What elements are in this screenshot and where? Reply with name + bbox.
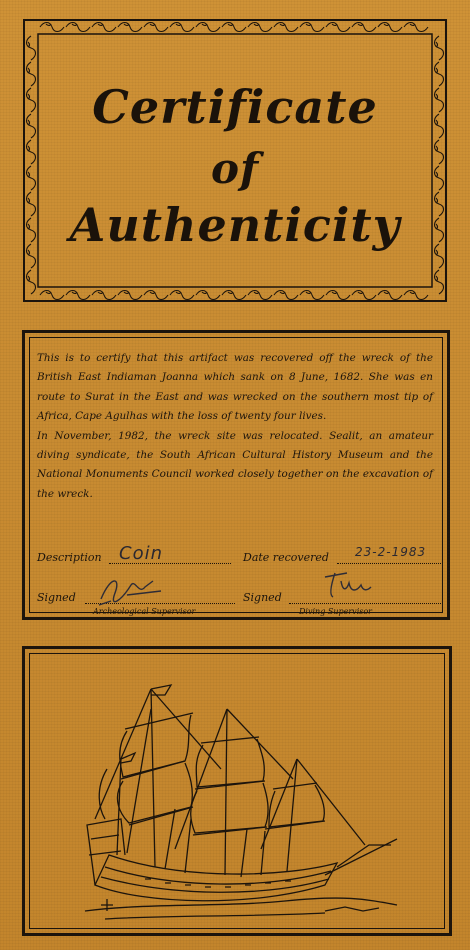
border-scroll-ornament xyxy=(378,291,402,300)
border-scroll-ornament xyxy=(144,23,168,32)
border-scroll-ornament xyxy=(27,36,36,60)
border-scroll-ornament xyxy=(196,23,220,32)
description-label: Description xyxy=(37,551,102,564)
sailing-ship-illustration xyxy=(25,649,449,933)
border-scroll-ornament xyxy=(170,23,194,32)
border-scroll-ornament xyxy=(352,291,376,300)
illustration-panel xyxy=(22,646,452,936)
paragraph-excavation: In November, 1982, the wreck site was relocated. Sealit, an amateur diving syndicate, the South African Cultural History Museum and the National Monuments Council worked closely together on the excavation of the wreck. xyxy=(37,429,433,500)
border-scroll-ornament xyxy=(378,23,402,32)
border-scroll-ornament xyxy=(300,23,324,32)
date-handwritten: 23-2-1983 xyxy=(355,545,427,559)
border-scroll-ornament xyxy=(40,291,64,300)
border-scroll-ornament xyxy=(222,23,246,32)
title-line-of: of xyxy=(210,144,260,193)
description-handwritten: Coin xyxy=(119,543,163,564)
border-scroll-ornament xyxy=(248,23,272,32)
signed-label-archeological: Signed xyxy=(37,591,76,604)
border-scroll-ornament xyxy=(435,36,444,60)
border-scroll-ornament xyxy=(27,270,36,294)
caption-diving: Diving Supervisor xyxy=(299,607,373,616)
signature-diving xyxy=(313,563,383,605)
border-scroll-ornament xyxy=(222,291,246,300)
border-scroll-ornament xyxy=(435,270,444,294)
border-scroll-ornament xyxy=(274,23,298,32)
border-scroll-ornament xyxy=(274,291,298,300)
border-scroll-ornament xyxy=(118,291,142,300)
title-panel xyxy=(22,18,448,303)
title-line-authenticity: Authenticity xyxy=(69,198,401,252)
border-scroll-ornament xyxy=(92,23,116,32)
border-scroll-ornament xyxy=(404,291,428,300)
paragraph-history: This is to certify that this artifact was recovered off the wreck of the British East Indiaman Joanna which sank on 8 June, 1682. She was en route to Surat in the East and was wrecked on the southern most tip of Africa, Cape Agulhas with the loss of twenty four lives. xyxy=(37,352,433,423)
caption-archeological: Archeological Supervisor xyxy=(93,607,196,616)
border-scroll-ornament xyxy=(326,291,350,300)
border-scroll-ornament xyxy=(66,23,90,32)
border-scroll-ornament xyxy=(170,291,194,300)
certification-text xyxy=(37,349,433,504)
border-scroll-ornament xyxy=(144,291,168,300)
border-scroll-ornament xyxy=(300,291,324,300)
signature-row xyxy=(37,585,441,616)
date-label: Date recovered xyxy=(243,551,329,564)
border-scroll-ornament xyxy=(196,291,220,300)
signed-label-diving: Signed xyxy=(243,591,282,604)
signature-archeological xyxy=(91,571,171,607)
border-scroll-ornament xyxy=(66,291,90,300)
certification-panel xyxy=(22,330,450,620)
border-scroll-ornament xyxy=(248,291,272,300)
border-scroll-ornament xyxy=(404,23,428,32)
border-scroll-ornament xyxy=(92,291,116,300)
border-scroll-ornament xyxy=(40,23,64,32)
border-scroll-ornament xyxy=(118,23,142,32)
title-line-certificate: Certificate xyxy=(92,80,378,134)
border-scroll-ornament xyxy=(326,23,350,32)
border-scroll-ornament xyxy=(352,23,376,32)
